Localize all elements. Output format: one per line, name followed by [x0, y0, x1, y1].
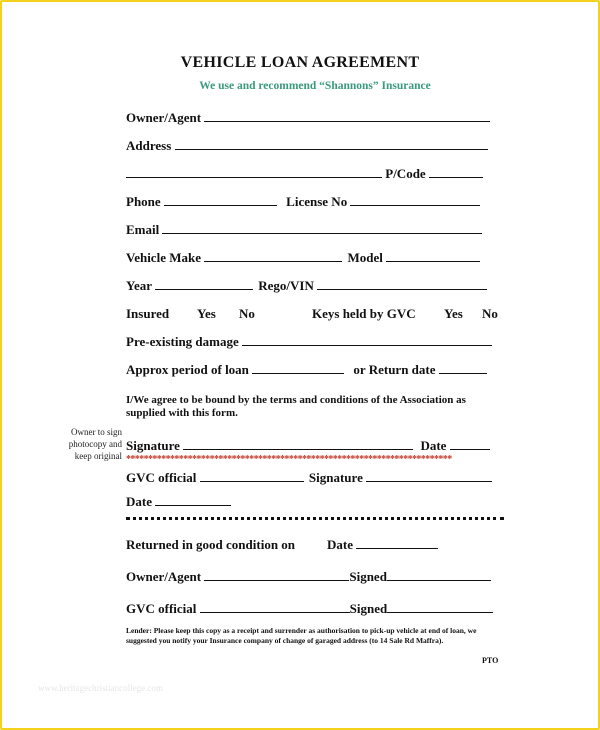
year-field[interactable]: [155, 279, 253, 290]
keys-no-option[interactable]: No: [482, 306, 498, 321]
return-owner-row: [126, 569, 491, 585]
return-gvc-field[interactable]: [200, 602, 350, 613]
email-label: Email: [126, 222, 160, 237]
license-label: License No: [286, 194, 348, 209]
insured-no-option[interactable]: No: [239, 306, 255, 321]
owner-agent-row: [126, 110, 490, 126]
license-field[interactable]: [350, 195, 480, 206]
address-field[interactable]: [175, 139, 488, 150]
signature-date-label: Date: [420, 438, 447, 453]
address-line2-row: [126, 166, 483, 182]
signature-row: [126, 438, 490, 454]
insured-yes-option[interactable]: Yes: [197, 306, 216, 321]
gvc-official-field-1[interactable]: [200, 471, 304, 482]
lender-note: Lender: Please keep this copy as a receipt and surrender as authorisation to pick-up vehicle at end of loan, we suggested you notify your Insurance company of change of garaged address (to 14 Sale Rd Maffra).: [126, 626, 477, 645]
damage-field[interactable]: [242, 335, 492, 346]
loan-period-field[interactable]: [252, 363, 344, 374]
owner-agent-label: Owner/Agent: [126, 110, 202, 125]
pcode-field[interactable]: [429, 167, 483, 178]
phone-row: [126, 194, 480, 210]
signature-date-field[interactable]: [450, 439, 490, 450]
return-gvc-row: [126, 601, 493, 617]
year-label: Year: [126, 278, 152, 293]
gvc-date-row: [126, 494, 231, 510]
damage-label: Pre-existing damage: [126, 334, 239, 349]
year-row: [126, 278, 487, 294]
rego-label: Rego/VIN: [258, 278, 314, 293]
gvc-date-label: Date: [126, 494, 152, 509]
gvc-official-label-1: GVC official: [126, 470, 197, 485]
keys-held-label: Keys held by GVC: [312, 306, 416, 321]
address-row: [126, 138, 488, 154]
pto-label: PTO: [482, 656, 499, 665]
loan-period-row: [126, 362, 487, 378]
phone-label: Phone: [126, 194, 161, 209]
pcode-label: P/Code: [385, 166, 426, 181]
return-owner-signed-field[interactable]: [387, 570, 491, 581]
address-line2-field[interactable]: [126, 167, 382, 178]
returned-label: Returned in good condition on: [126, 537, 296, 552]
star-divider: **************************************************************************: [126, 454, 452, 465]
keys-yes-option[interactable]: Yes: [444, 306, 463, 321]
form-title: VEHICLE LOAN AGREEMENT: [180, 54, 420, 71]
agreement-statement: I/We agree to be bound by the terms and conditions of the Association as supplied with this form.: [126, 394, 466, 419]
return-owner-label: Owner/Agent: [126, 569, 202, 584]
return-gvc-label: GVC official: [126, 601, 197, 616]
signature-field[interactable]: [183, 439, 413, 450]
dotted-divider: [126, 517, 504, 520]
owner-agent-field[interactable]: [204, 111, 490, 122]
vehicle-make-field[interactable]: [204, 251, 342, 262]
return-date-label: or Return date: [353, 362, 436, 377]
damage-row: [126, 334, 492, 350]
gvc-row-1: [126, 470, 492, 486]
address-label: Address: [126, 138, 172, 153]
watermark: www.heritagechristiancollege.com: [38, 683, 163, 693]
gvc-signature-label: Signature: [308, 470, 363, 485]
form-subtitle: We use and recommend “Shannons” Insurance: [199, 80, 431, 92]
return-owner-signed-label: Signed: [349, 569, 387, 584]
email-row: [126, 222, 482, 238]
insured-label: Insured: [126, 306, 170, 321]
returned-date-field[interactable]: [356, 538, 438, 549]
vehicle-row: [126, 250, 480, 266]
return-gvc-signed-label: Signed: [349, 601, 388, 616]
model-label: Model: [347, 250, 383, 265]
gvc-signature-field[interactable]: [366, 471, 492, 482]
loan-period-label: Approx period of loan: [126, 362, 249, 377]
signature-label: Signature: [126, 438, 180, 453]
rego-field[interactable]: [317, 279, 487, 290]
return-owner-field[interactable]: [204, 570, 349, 581]
return-date-field[interactable]: [439, 363, 487, 374]
returned-date-row: [327, 537, 438, 553]
phone-field[interactable]: [164, 195, 277, 206]
gvc-date-field[interactable]: [155, 495, 231, 506]
model-field[interactable]: [386, 251, 480, 262]
returned-date-label: Date: [327, 537, 353, 552]
return-gvc-signed-field[interactable]: [387, 602, 493, 613]
email-field[interactable]: [162, 223, 482, 234]
vehicle-make-label: Vehicle Make: [126, 250, 201, 265]
side-note: Owner to sign photocopy and keep original: [68, 427, 122, 461]
